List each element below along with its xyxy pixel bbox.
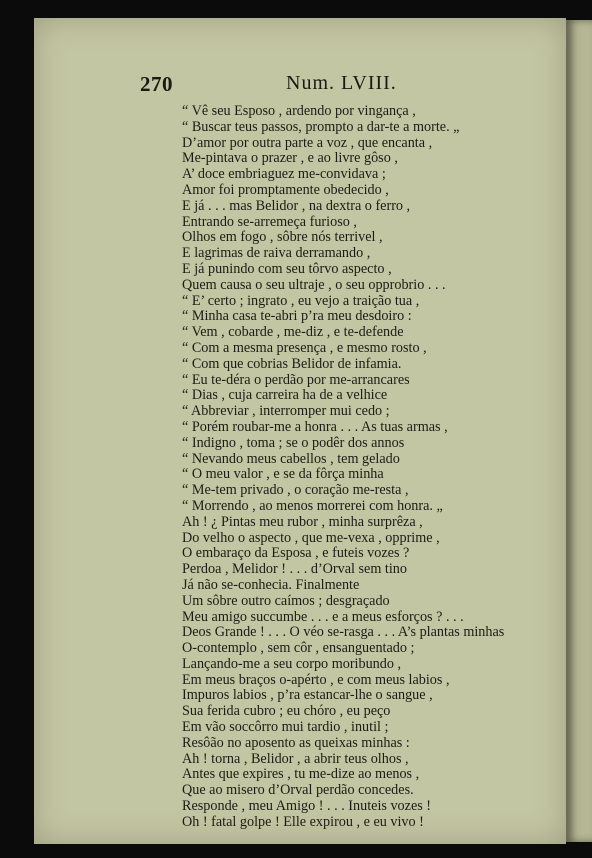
poem-line: “ Abbreviar , interromper mui cedo ; bbox=[182, 403, 390, 420]
poem-line: “ Com que cobrias Belidor de infamia. bbox=[182, 355, 402, 372]
poem-line: O embaraço da Esposa , e futeis vozes ? bbox=[182, 545, 410, 562]
poem-line: E já punindo com seu tôrvo aspecto , bbox=[182, 260, 392, 277]
poem-text bbox=[182, 104, 512, 831]
poem-line: “ Indigno , toma ; se o podêr dos annos bbox=[182, 434, 405, 451]
poem-line: Deos Grande ! . . . O véo se-rasga . . . A’s plantas minhas bbox=[182, 624, 505, 641]
poem-line: E lagrimas de raiva derramando , bbox=[182, 245, 371, 262]
poem-line: A’ doce embriaguez me-convidava ; bbox=[182, 166, 386, 183]
poem-line: Em meus braços o-apérto , e com meus labios , bbox=[182, 671, 450, 688]
poem-line: Ah ! ¿ Pintas meu rubor , minha surprêza , bbox=[182, 513, 423, 530]
poem-line: Sua ferida cubro ; eu chóro , eu peço bbox=[182, 703, 391, 720]
poem-line: Entrando se-arremeça furioso , bbox=[182, 213, 357, 230]
poem-line: Ah ! torna , Belidor , a abrir teus olhos , bbox=[182, 750, 409, 767]
poem-line: Oh ! fatal golpe ! Elle expirou , e eu vivo ! bbox=[182, 813, 424, 830]
poem-line: “ Eu te-déra o perdão por me-arrancares bbox=[182, 371, 410, 388]
poem-line: Lançando-me a seu corpo moribundo , bbox=[182, 655, 402, 672]
poem-line: “ Vê seu Esposo , ardendo por vingança , bbox=[182, 103, 416, 119]
running-title: Num. LVIII. bbox=[286, 72, 397, 94]
poem-line: O-contemplo , sem côr , ensanguentado ; bbox=[182, 640, 415, 657]
poem-line: Do velho o aspecto , que me-vexa , opprime , bbox=[182, 529, 440, 546]
poem-line: Responde , meu Amigo ! . . . Inuteis vozes ! bbox=[182, 798, 432, 815]
poem-line: “ E’ certo ; ingrato , eu vejo a traição tua , bbox=[182, 292, 420, 309]
page-header bbox=[140, 72, 470, 102]
poem-line: “ Nevando meus cabellos , tem gelado bbox=[182, 450, 400, 467]
poem-line: “ Vem , cobarde , me-diz , e te-defende bbox=[182, 324, 404, 341]
poem-line: Resôão no aposento as queixas minhas : bbox=[182, 734, 410, 751]
poem-line: Em vão soccôrro mui tardio , inutil ; bbox=[182, 719, 389, 736]
next-page-edge bbox=[566, 20, 592, 842]
poem-line: Que ao misero d’Orval perdão concedes. bbox=[182, 782, 414, 799]
poem-line: Já não se-conhecia. Finalmente bbox=[182, 576, 360, 593]
poem-line: Impuros labios , p’ra estancar-lhe o sangue , bbox=[182, 687, 433, 704]
poem-line: “ Buscar teus passos, prompto a dar-te a morte. „ bbox=[182, 118, 460, 135]
poem-line: Quem causa o seu ultraje , o seu opprobrio . . . bbox=[182, 276, 446, 293]
poem-line: Olhos em fogo , sôbre nós terrivel , bbox=[182, 229, 383, 246]
poem-line: Meu amigo succumbe . . . e a meus esforços ? . . . bbox=[182, 608, 464, 625]
poem-line: “ Com a mesma presença , e mesmo rosto , bbox=[182, 339, 427, 356]
poem-line: “ Morrendo , ao menos morrerei com honra. „ bbox=[182, 497, 443, 514]
poem-line: Perdoa , Melidor ! . . . d’Orval sem tino bbox=[182, 561, 407, 578]
page-number: 270 bbox=[140, 72, 173, 96]
poem-line: E já . . . mas Belidor , na dextra o ferro , bbox=[182, 197, 411, 214]
poem-line: Me-pintava o prazer , e ao livre gôso , bbox=[182, 150, 398, 167]
poem-line: “ Me-tem privado , o coração me-resta , bbox=[182, 482, 409, 499]
poem-line: “ Minha casa te-abri p’ra meu desdoiro : bbox=[182, 308, 412, 325]
poem-line: “ O meu valor , e se da fôrça minha bbox=[182, 466, 384, 483]
poem-line: Amor foi promptamente obedecido , bbox=[182, 181, 389, 198]
poem-line: Antes que expires , tu me-dize ao menos , bbox=[182, 766, 420, 783]
poem-line: “ Porém roubar-me a honra . . . As tuas armas , bbox=[182, 418, 448, 435]
poem-line: Um sôbre outro caímos ; desgraçado bbox=[182, 592, 390, 609]
poem-line: “ Dias , cuja carreira ha de a velhice bbox=[182, 387, 388, 404]
poem-line: D’amor por outra parte a voz , que encanta , bbox=[182, 134, 433, 151]
